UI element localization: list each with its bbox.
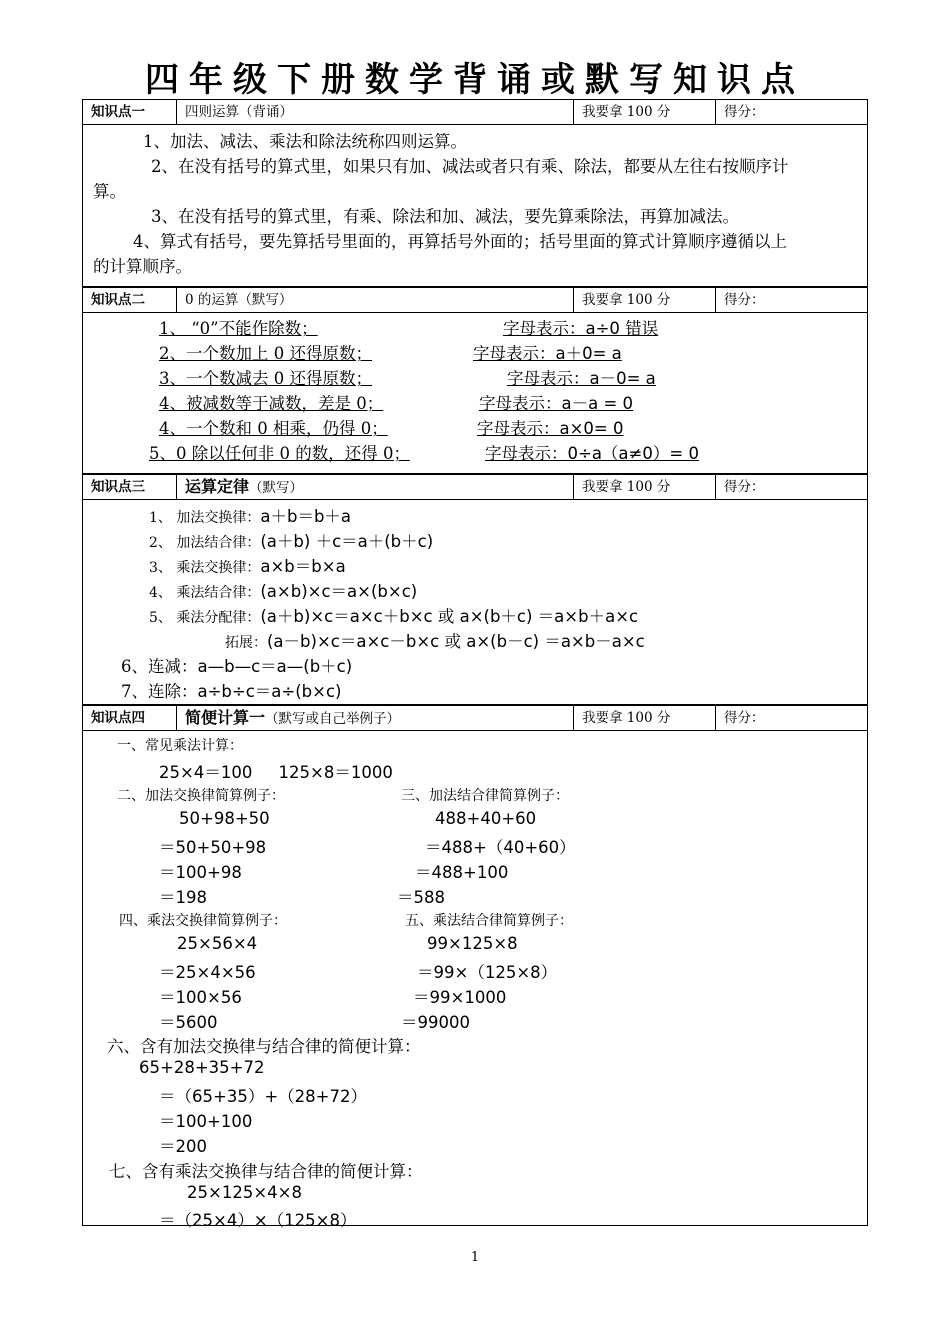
example-line: ＝200	[159, 1137, 207, 1156]
zero-rule: 5、0 除以任何非 0 的数，还得 0；	[149, 444, 410, 463]
section-goal: 我要拿 100 分	[574, 100, 716, 124]
law-formula: a＋b＝b＋a	[260, 507, 352, 526]
section-topic-note: （默写）	[249, 480, 304, 496]
text-line: 4、算式有括号，要先算括号里面的，再算括号外面的；括号里面的算式计算顺序遵循以上	[133, 232, 787, 251]
section-topic: 简便计算一	[185, 708, 266, 727]
section-goal: 我要拿 100 分	[574, 288, 716, 312]
section-topic: 0 的运算（默写）	[177, 288, 574, 312]
example-line: 50+98+50	[179, 809, 270, 828]
example-line: ＝488+100	[415, 863, 509, 882]
example-title: 六、含有加法交换律与结合律的简便计算：	[107, 1037, 421, 1056]
text-line: 2、在没有括号的算式里，如果只有加、减法或者只有乘、除法，都要从左往右按顺序计	[151, 157, 789, 176]
section-score: 得分：	[724, 710, 765, 726]
page-number: 1	[470, 1250, 480, 1265]
example-line: 65+28+35+72	[139, 1058, 265, 1077]
law-name: 3、 乘法交换律：	[149, 560, 261, 576]
example-title: 三、加法结合律简算例子：	[401, 788, 569, 804]
zero-formula: 字母表示：0÷a（a≠0）= 0	[485, 444, 699, 463]
law-name: 拓展：	[225, 635, 267, 651]
zero-formula: 字母表示：a÷0 错误	[503, 319, 659, 338]
section-goal: 我要拿 100 分	[574, 475, 716, 499]
zero-rule: 3、一个数减去 0 还得原数；	[159, 369, 372, 388]
example-line: ＝198	[159, 888, 207, 907]
text-line: 3、在没有括号的算式里，有乘、除法和加、减法，要先算乘除法，再算加减法。	[151, 207, 739, 226]
law-formula: (a＋b)×c＝a×c＋b×c 或 a×(b＋c) ＝a×b＋a×c	[260, 607, 639, 626]
knowledge-table	[82, 99, 868, 1230]
zero-rule: 2、一个数加上 0 还得原数；	[159, 344, 372, 363]
example-title: 五、乘法结合律简算例子：	[405, 913, 573, 929]
example-line: 25×4＝100 125×8＝1000	[159, 763, 393, 782]
section-goal: 我要拿 100 分	[574, 706, 716, 730]
law-name: 5、 乘法分配律：	[149, 610, 261, 626]
example-line: ＝99000	[401, 1013, 470, 1032]
law-line	[149, 553, 346, 577]
example-line: ＝5600	[159, 1013, 218, 1032]
example-line: ＝（25×4）×（125×8）	[159, 1211, 357, 1230]
example-line: ＝25×4×56	[159, 963, 256, 982]
text-line: 1、加法、减法、乘法和除法统称四则运算。	[143, 132, 467, 151]
text-line: 算。	[93, 182, 126, 201]
example-line: 25×56×4	[177, 934, 258, 953]
zero-formula: 字母表示：a－a = 0	[479, 394, 634, 413]
zero-rule: 1、 “0”不能作除数；	[159, 319, 318, 338]
example-line: ＝588	[397, 888, 445, 907]
law-name: 4、 乘法结合律：	[149, 585, 261, 601]
law-line	[121, 653, 352, 677]
zero-formula: 字母表示：a＋0= a	[473, 344, 622, 363]
law-name: 2、 加法结合律：	[149, 535, 261, 551]
section-topic: 四则运算（背诵）	[177, 100, 574, 124]
example-title: 一、常见乘法计算：	[117, 738, 243, 754]
example-line: ＝50+50+98	[159, 838, 267, 857]
section-score: 得分：	[724, 292, 765, 308]
section-4-header	[82, 705, 868, 730]
example-title: 七、含有乘法交换律与结合律的简便计算：	[109, 1162, 423, 1181]
section-label: 知识点一	[83, 100, 177, 124]
example-title: 四、乘法交换律简算例子：	[119, 913, 287, 929]
section-topic: 运算定律	[185, 477, 250, 496]
law-line	[149, 603, 638, 627]
example-line: ＝100+100	[159, 1112, 253, 1131]
law-line	[149, 578, 417, 602]
example-line: ＝100+98	[159, 863, 242, 882]
example-line: ＝100×56	[159, 988, 242, 1007]
law-name: 6、连减：	[121, 657, 198, 676]
section-2-body	[82, 312, 868, 474]
example-line: 25×125×4×8	[187, 1183, 302, 1202]
example-line: ＝99×（125×8）	[417, 963, 558, 982]
law-name: 7、连除：	[121, 682, 198, 701]
law-formula: a÷b÷c＝a÷(b×c)	[197, 682, 342, 701]
section-label: 知识点三	[83, 475, 177, 499]
page-title: 四年级下册数学背诵或默写知识点	[145, 60, 805, 100]
law-formula: (a－b)×c＝a×c－b×c 或 a×(b－c) ＝a×b－a×c	[267, 632, 645, 651]
law-formula: (a＋b) ＋c＝a＋(b＋c)	[260, 532, 434, 551]
example-line: ＝（65+35）+（28+72）	[159, 1087, 367, 1106]
text-line: 的计算顺序。	[93, 257, 192, 276]
example-line: 488+40+60	[435, 809, 537, 828]
example-line: 99×125×8	[427, 934, 518, 953]
example-line: ＝99×1000	[413, 988, 507, 1007]
zero-formula: 字母表示：a×0= 0	[477, 419, 624, 438]
zero-rule: 4、被减数等于减数，差是 0；	[159, 394, 384, 413]
example-line: ＝488+（40+60）	[425, 838, 576, 857]
law-name: 1、 加法交换律：	[149, 510, 261, 526]
example-title: 二、加法交换律简算例子：	[117, 788, 285, 804]
zero-rule: 4、一个数和 0 相乘，仍得 0；	[159, 419, 388, 438]
section-1-body	[82, 124, 868, 287]
law-line	[225, 628, 645, 652]
section-label: 知识点四	[83, 706, 177, 730]
law-formula: a—b—c＝a—(b＋c)	[197, 657, 353, 676]
section-label: 知识点二	[83, 288, 177, 312]
section-4-body	[82, 730, 868, 1230]
law-line	[121, 678, 342, 702]
law-line	[149, 503, 351, 527]
section-3-body	[82, 499, 868, 705]
section-2-header	[82, 287, 868, 312]
section-1-header	[82, 99, 868, 124]
zero-formula: 字母表示：a－0= a	[507, 369, 656, 388]
section-score: 得分：	[724, 479, 765, 495]
law-formula: (a×b)×c＝a×(b×c)	[260, 582, 418, 601]
section-score: 得分：	[724, 104, 765, 120]
section-topic-note: （默写或自己举例子）	[265, 711, 401, 727]
section-3-header	[82, 474, 868, 499]
law-line	[149, 528, 433, 552]
law-formula: a×b＝b×a	[260, 557, 346, 576]
